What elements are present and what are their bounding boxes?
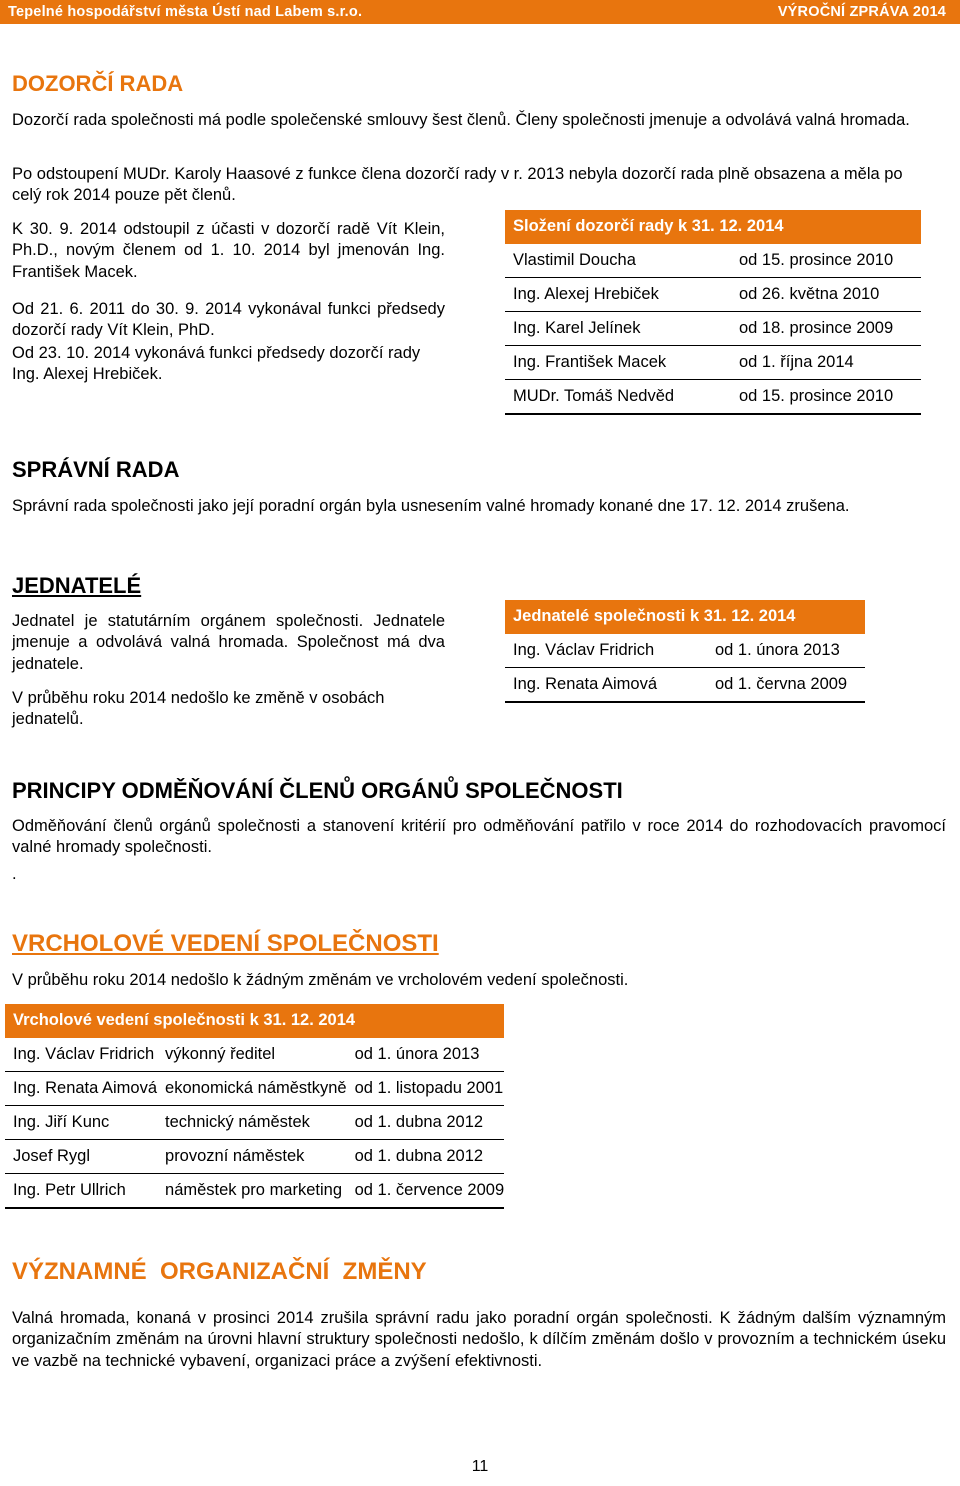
vrcholove-table-title: Vrcholové vedení společnosti k 31. 12. 2014 bbox=[5, 1004, 504, 1038]
vrcholove-paragraph: V průběhu roku 2014 nedošlo k žádným změnám ve vrcholovém vedení společnosti. bbox=[12, 971, 629, 989]
section-title-jednatele: JEDNATELÉ bbox=[12, 573, 142, 598]
section-title-zmeny: VÝZNAMNÉ ORGANIZAČNÍ ZMĚNY bbox=[12, 1258, 427, 1285]
table-row: Ing. Václav Fridrich od 1. února 2013 bbox=[505, 634, 865, 668]
jednatele-paragraph-2: V průběhu roku 2014 nedošlo ke změně v osobách jednatelů. bbox=[12, 689, 385, 729]
dozorci-paragraph-3: K 30. 9. 2014 odstoupil z účasti v dozorčí radě Vít Klein, Ph.D., novým členem od 1. 10. 2014 byl jmenován Ing. František Macek. bbox=[12, 220, 445, 281]
table-row: Ing. Renata Aimová od 1. června 2009 bbox=[505, 668, 865, 703]
dozorci-paragraph-2: Po odstoupení MUDr. Karoly Haasové z funkce člena dozorčí rady v r. 2013 nebyla dozorčí rada plně obsazena a měla po celý rok 2014 pouze pět členů. bbox=[12, 165, 903, 205]
section-title-dozorci: DOZORČÍ RADA bbox=[12, 71, 184, 96]
jednatele-table-title: Jednatelé společnosti k 31. 12. 2014 bbox=[505, 600, 865, 634]
spravni-paragraph: Správní rada společnosti jako její poradní orgán byla usnesením valné hromady konané dne 17. 12. 2014 zrušena. bbox=[12, 497, 850, 515]
dozorci-paragraph-4: Od 21. 6. 2011 do 30. 9. 2014 vykonával funkci předsedy dozorčí rady Vít Klein, PhD. bbox=[12, 300, 445, 340]
table-row: MUDr. Tomáš Nedvěd od 15. prosince 2010 bbox=[505, 380, 921, 415]
principy-dot: . bbox=[12, 865, 17, 883]
table-row: Ing. František Macek od 1. října 2014 bbox=[505, 346, 921, 380]
vrcholove-table bbox=[5, 1004, 504, 1209]
page-header bbox=[0, 0, 960, 24]
table-row: Ing. Alexej Hrebiček od 26. května 2010 bbox=[505, 278, 921, 312]
table-row: Vlastimil Doucha od 15. prosince 2010 bbox=[505, 244, 921, 278]
page-number: 11 bbox=[471, 1458, 489, 1475]
dozorci-paragraph-1: Dozorčí rada společnosti má podle společenské smlouvy šest členů. Členy společnosti jmenuje a odvolává valná hromada. bbox=[12, 111, 910, 129]
table-row: Ing. Václav Fridrich výkonný ředitel od 1. února 2013 bbox=[5, 1038, 504, 1072]
table-row: Ing. Petr Ullrich náměstek pro marketing od 1. července 2009 bbox=[5, 1174, 504, 1209]
table-row: Ing. Karel Jelínek od 18. prosince 2009 bbox=[505, 312, 921, 346]
table-row: Josef Rygl provozní náměstek od 1. dubna 2012 bbox=[5, 1140, 504, 1174]
jednatele-table bbox=[505, 600, 865, 703]
dozorci-table bbox=[505, 210, 921, 415]
jednatele-paragraph-1: Jednatel je statutárním orgánem společnosti. Jednatele jmenuje a odvolává valná hromada. Společnost má dva jednatele. bbox=[12, 612, 445, 673]
report-title: VÝROČNÍ ZPRÁVA 2014 bbox=[777, 4, 946, 20]
zmeny-paragraph: Valná hromada, konaná v prosinci 2014 zrušila správní radu jako poradní orgán společnosti. K žádným dalším významným organizačním změnám na úrovni hlavní struktury společnosti nedošlo, k dílčím změnám došlo v provozním a technickém úseku ve vazbě na technické vybavení, organizaci práce a zvýšení efektivnosti. bbox=[12, 1309, 946, 1370]
dozorci-table-title: Složení dozorčí rady k 31. 12. 2014 bbox=[505, 210, 921, 244]
dozorci-paragraph-5: Od 23. 10. 2014 vykonává funkci předsedy dozorčí rady Ing. Alexej Hrebiček. bbox=[12, 344, 421, 384]
table-row: Ing. Renata Aimová ekonomická náměstkyně od 1. listopadu 2001 bbox=[5, 1072, 504, 1106]
section-title-vrcholove: VRCHOLOVÉ VEDENÍ SPOLEČNOSTI bbox=[12, 930, 439, 957]
company-name: Tepelné hospodářství města Ústí nad Labem s.r.o. bbox=[8, 4, 363, 20]
section-title-spravni: SPRÁVNÍ RADA bbox=[12, 457, 180, 482]
section-title-principy: PRINCIPY ODMĚŇOVÁNÍ ČLENŮ ORGÁNŮ SPOLEČNOSTI bbox=[12, 778, 623, 803]
principy-paragraph: Odměňování členů orgánů společnosti a stanovení kritérií pro odměňování patřilo v roce 2014 do rozhodovacích pravomocí valné hromady společnosti. bbox=[12, 817, 946, 857]
table-row: Ing. Jiří Kunc technický náměstek od 1. dubna 2012 bbox=[5, 1106, 504, 1140]
